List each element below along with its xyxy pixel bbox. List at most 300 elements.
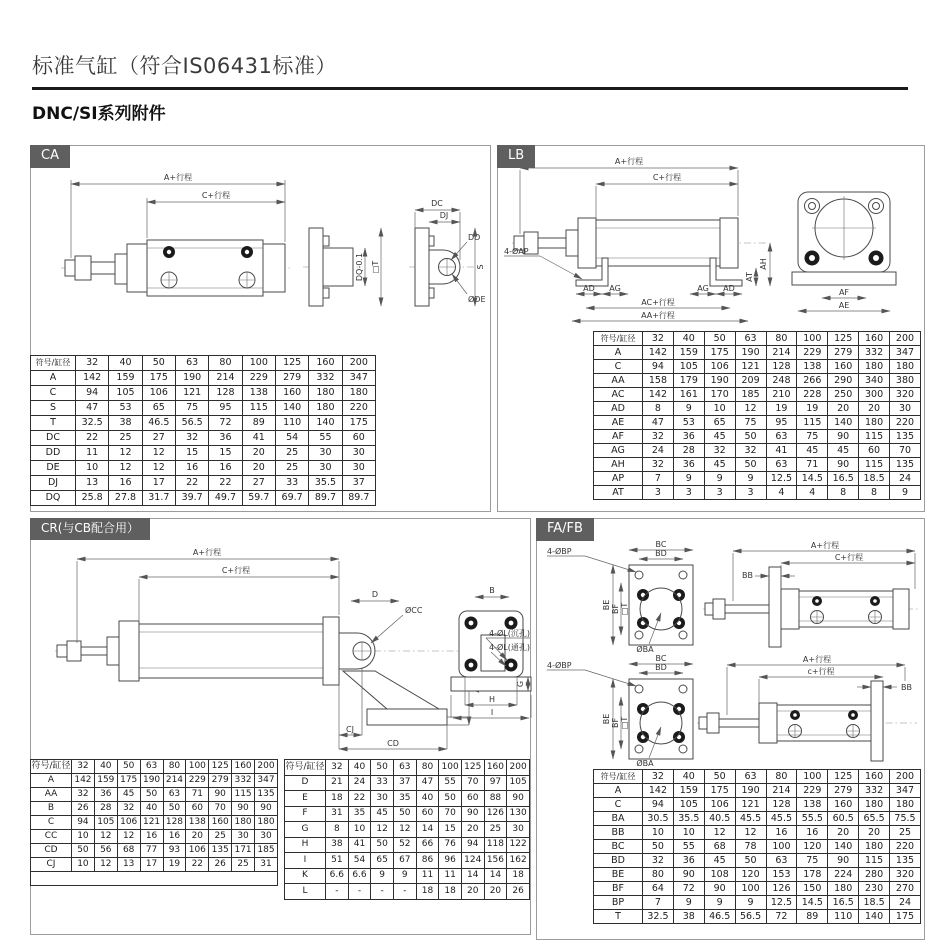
value-cell: 175 [704,784,735,798]
value-cell: 9 [673,402,704,416]
table-row [31,830,278,844]
value-cell: 12 [704,826,735,840]
value-cell: 24 [643,444,674,458]
value-cell: 185 [255,844,278,858]
panel-cr-tab: CR(与CB配合用） [30,518,150,540]
value-cell: 140 [275,401,308,416]
value-cell: 9 [735,896,766,910]
value-cell: 125 [828,332,859,346]
value-cell: 25.8 [76,491,109,506]
value-cell: 13 [117,858,140,872]
value-cell: 347 [890,346,921,360]
value-cell: 121 [735,798,766,812]
value-cell: 20 [242,461,275,476]
cr-g-label: G [516,680,525,688]
row-label-cell: AC [594,388,643,402]
value-cell: 214 [766,346,797,360]
value-cell: 39.7 [175,491,208,506]
value-cell: 63 [163,788,186,802]
value-cell: 3 [735,486,766,500]
row-label-cell: C [31,816,72,830]
value-cell: 320 [890,868,921,882]
value-cell: 14.5 [797,472,828,486]
value-cell: 33 [371,775,394,791]
value-cell: 53 [109,401,142,416]
cr-l-thru-label: 4-ØL(通孔) [489,643,530,652]
value-cell: 95 [766,416,797,430]
value-cell: 175 [117,774,140,788]
row-label-cell: F [285,806,326,822]
value-cell: 159 [673,784,704,798]
value-cell: 88 [484,791,507,807]
row-label-cell: CD [31,844,72,858]
value-cell: 290 [828,374,859,388]
value-cell: 128 [163,816,186,830]
value-cell: 16 [766,826,797,840]
value-cell: 12 [142,461,175,476]
value-cell: 37 [393,775,416,791]
value-cell: - [348,884,371,900]
value-cell: - [326,884,349,900]
value-cell: 9 [673,472,704,486]
row-label-cell: AG [594,444,643,458]
value-cell: 55 [673,840,704,854]
lb-drawing-area [498,146,924,329]
table-row [31,446,376,461]
ca-dq-label: DQ-0.1 [355,252,364,282]
value-cell: 30 [255,830,278,844]
cr-h-label: H [488,695,496,704]
row-label-cell: AP [594,472,643,486]
row-label-cell: AT [594,486,643,500]
value-cell: 68 [704,840,735,854]
value-cell: 200 [890,332,921,346]
value-cell: 32 [735,444,766,458]
cr-i-label: I [490,708,494,717]
table-row [594,868,921,882]
value-cell: 21 [326,775,349,791]
lb-ap-label: 4-ØAP [504,247,529,256]
table-header-row [594,770,921,784]
cr-l-csk-label: 4-ØL(沉孔) [489,629,530,638]
value-cell: 50 [142,356,175,371]
table-row [285,837,530,853]
value-cell: 27.8 [109,491,142,506]
value-cell: 170 [704,388,735,402]
value-cell: 16 [163,830,186,844]
value-cell: 31 [255,858,278,872]
row-label-cell: T [594,910,643,924]
value-cell: 16.5 [828,896,859,910]
table-row [31,386,376,401]
value-cell: 30 [342,446,375,461]
value-cell: 160 [209,816,232,830]
value-cell: 142 [72,774,95,788]
value-cell: 175 [142,371,175,386]
value-cell: 93 [163,844,186,858]
value-cell: 18.5 [859,472,890,486]
value-cell: 22 [186,858,209,872]
ca-drawing-area [31,146,488,352]
value-cell: 8 [326,822,349,838]
value-cell: 65 [371,853,394,869]
value-cell: 120 [735,868,766,882]
value-cell: 32 [72,788,95,802]
row-label-cell: BD [594,854,643,868]
fa-cylinder-side-view [703,540,919,647]
fa-technical-drawing [537,541,924,653]
value-cell: 105 [673,798,704,812]
value-cell: 105 [109,386,142,401]
value-cell: 180 [309,401,342,416]
table-row [31,491,376,506]
value-cell: 126 [484,806,507,822]
value-cell: 180 [859,360,890,374]
value-cell: 50 [439,791,462,807]
table-row [594,374,921,388]
value-cell: 80 [766,770,797,784]
value-cell: 128 [209,386,242,401]
fa-be-label: BE [602,599,611,611]
value-cell: 17 [142,476,175,491]
panel-lb-tab: LB [497,145,535,168]
value-cell: 8 [859,486,890,500]
value-cell: 10 [673,826,704,840]
value-cell: 115 [859,430,890,444]
value-cell: 72 [209,416,242,431]
value-cell: 18 [416,884,439,900]
value-cell: 115 [797,416,828,430]
lb-end-view [792,192,896,311]
panel-fafb-tab: FA/FB [536,518,594,541]
value-cell: 138 [797,798,828,812]
value-cell: 71 [186,788,209,802]
value-cell: 159 [109,371,142,386]
row-label-cell: AF [594,430,643,444]
value-cell: 14 [461,868,484,884]
value-cell: 190 [140,774,163,788]
table-row [31,401,376,416]
value-cell: 35.5 [673,812,704,826]
value-cell: 38 [673,910,704,924]
value-cell: 25 [275,461,308,476]
value-cell: 9 [704,472,735,486]
value-cell: 30 [232,830,255,844]
fa-t-label: □T [620,602,629,616]
cr-cylinder-side-view [55,617,473,685]
value-cell: 100 [797,770,828,784]
value-cell: 279 [275,371,308,386]
ca-technical-drawing [31,146,488,352]
page-title: 标准气缸（符合IS06431标准） [32,54,337,78]
cr-drawing-area [31,519,530,757]
ca-dim-a-label: A+行程 [163,173,193,182]
ca-cylinder-side-view [61,240,293,296]
value-cell: 80 [163,760,186,774]
value-cell: 25 [890,826,921,840]
value-cell: 41 [242,431,275,446]
fb-drawing-area [537,655,924,767]
table-row [31,371,376,386]
ca-dd-label: DD [468,233,481,242]
value-cell: 52 [393,837,416,853]
value-cell: 90 [461,806,484,822]
row-label-cell: DJ [31,476,76,491]
value-cell: 75 [797,430,828,444]
table-row [594,854,921,868]
value-cell: 35 [348,806,371,822]
value-cell: 45 [828,444,859,458]
value-cell: 41 [348,837,371,853]
value-cell: 135 [890,458,921,472]
value-cell: 50 [163,802,186,816]
table-row [594,472,921,486]
value-cell: 229 [242,371,275,386]
value-cell: 27 [242,476,275,491]
lb-ae-label: AE [838,301,850,310]
value-cell: 49.7 [209,491,242,506]
value-cell: 45.5 [735,812,766,826]
value-cell: 63 [766,854,797,868]
value-cell: 340 [859,374,890,388]
table-row [285,853,530,869]
value-cell: 47 [76,401,109,416]
value-cell: 70 [461,775,484,791]
value-cell: 36 [673,854,704,868]
lb-ad-right-label: AD [723,284,735,293]
value-cell: 11 [76,446,109,461]
value-cell: 90 [673,868,704,882]
value-cell: 32 [643,458,674,472]
table-row [285,822,530,838]
value-cell: 140 [309,416,342,431]
fa-dim-c-label: C+行程 [834,553,864,562]
value-cell: 86 [416,853,439,869]
value-cell: 75 [175,401,208,416]
row-label-cell: I [285,853,326,869]
value-cell: 28 [94,802,117,816]
value-cell: 105 [507,775,530,791]
value-cell: 22 [209,476,242,491]
value-cell: 138 [797,360,828,374]
value-cell: 45 [704,854,735,868]
value-cell: 50 [72,844,95,858]
value-cell: 220 [890,840,921,854]
table-row [594,798,921,812]
value-cell: 12 [142,446,175,461]
fb-dim-c-label: c+行程 [807,667,835,676]
value-cell: 60 [186,802,209,816]
row-label-cell: 符号/缸径 [594,770,643,784]
value-cell: 47 [416,775,439,791]
value-cell: 180 [232,816,255,830]
value-cell: 7 [643,472,674,486]
value-cell: 160 [828,360,859,374]
value-cell: 160 [859,770,890,784]
table-row [285,791,530,807]
value-cell: 159 [673,346,704,360]
row-label-cell: 符号/缸径 [31,760,72,774]
value-cell: 33 [275,476,308,491]
value-cell: 200 [890,770,921,784]
value-cell: - [393,884,416,900]
value-cell: 20 [859,826,890,840]
value-cell: 10 [72,830,95,844]
value-cell: 156 [484,853,507,869]
fa-bc-label: BC [655,540,667,549]
value-cell: 214 [163,774,186,788]
value-cell: 100 [186,760,209,774]
row-label-cell: 符号/缸径 [31,356,76,371]
value-cell: 159 [94,774,117,788]
section-subtitle: DNC/SI系列附件 [32,104,166,124]
value-cell: 171 [232,844,255,858]
value-cell: 45.5 [766,812,797,826]
row-label-cell: C [594,798,643,812]
value-cell: 50 [393,806,416,822]
fa-bd-label: BD [655,549,667,558]
value-cell: 20 [461,884,484,900]
lb-ad-left-label: AD [583,284,595,293]
cr-cj-label: CJ [346,725,354,734]
table-row [31,476,376,491]
value-cell: 53 [673,416,704,430]
value-cell: 4 [766,486,797,500]
lb-dim-c-label: C+行程 [652,173,682,182]
value-cell: 248 [766,374,797,388]
table-row [31,416,376,431]
table-row [594,896,921,910]
cr-dim-c-label: C+行程 [221,566,251,575]
value-cell: 41 [766,444,797,458]
value-cell: 66 [416,837,439,853]
value-cell: 140 [828,416,859,430]
table-row [594,346,921,360]
value-cell: 106 [704,360,735,374]
value-cell: 12 [735,826,766,840]
value-cell: 50 [704,770,735,784]
row-label-cell: CJ [31,858,72,872]
table-row [31,461,376,476]
value-cell: 220 [342,401,375,416]
value-cell: 12 [94,830,117,844]
value-cell: 100 [242,356,275,371]
table-header-row [31,760,278,774]
row-label-cell: CC [31,830,72,844]
value-cell: 26 [209,858,232,872]
value-cell: 94 [643,798,674,812]
value-cell: 160 [232,760,255,774]
value-cell: 65 [142,401,175,416]
value-cell: 180 [255,816,278,830]
value-cell: 25 [484,822,507,838]
value-cell: 70 [439,806,462,822]
value-cell: 190 [735,346,766,360]
row-label-cell: D [285,775,326,791]
panel-lb [497,145,925,512]
value-cell: 229 [797,784,828,798]
value-cell: 95 [209,401,242,416]
value-cell: 16 [209,461,242,476]
value-cell: 20 [828,826,859,840]
fb-flange-front-view [547,654,693,768]
fb-cylinder-side-view [697,654,917,761]
value-cell: 25 [232,858,255,872]
value-cell: 35 [393,791,416,807]
value-cell: 32 [175,431,208,446]
value-cell: 160 [309,356,342,371]
value-cell: 32 [117,802,140,816]
row-label-cell: BB [594,826,643,840]
cr-b-label: B [489,586,495,595]
value-cell: 100 [735,882,766,896]
value-cell: 80 [416,760,439,776]
table-row [594,416,921,430]
value-cell: 279 [828,346,859,360]
value-cell: 180 [342,386,375,401]
value-cell: 6.6 [326,868,349,884]
value-cell: 30 [507,822,530,838]
value-cell: 40.5 [704,812,735,826]
value-cell: 60 [342,431,375,446]
lb-dim-aa-label: AA+行程 [641,311,675,320]
value-cell: 50 [371,837,394,853]
value-cell: 63 [393,760,416,776]
value-cell: 138 [242,386,275,401]
row-label-cell: S [31,401,76,416]
value-cell: 106 [704,798,735,812]
value-cell: 94 [643,360,674,374]
value-cell: 4 [797,486,828,500]
value-cell: 20 [186,830,209,844]
lb-cylinder-side-view [512,218,766,286]
value-cell: 63 [766,430,797,444]
ca-t-label: □T [371,260,380,274]
value-cell: 100 [797,332,828,346]
value-cell: 200 [342,356,375,371]
row-label-cell: C [31,386,76,401]
value-cell: 32 [643,854,674,868]
value-cell: 380 [890,374,921,388]
lb-dimension-table [593,331,921,500]
value-cell: 45 [797,444,828,458]
panel-cr [30,518,531,935]
value-cell: 9 [371,868,394,884]
value-cell: 32 [643,332,674,346]
value-cell: 14 [416,822,439,838]
value-cell: 115 [859,854,890,868]
value-cell: 94 [72,816,95,830]
value-cell: 11 [416,868,439,884]
cr-dimension-table-left [30,759,278,886]
row-label-cell: BP [594,896,643,910]
value-cell: 14.5 [797,896,828,910]
table-header-row [285,760,530,776]
value-cell: 45 [371,806,394,822]
value-cell: 135 [890,430,921,444]
fb-bc-label: BC [655,654,667,663]
value-cell: 38 [109,416,142,431]
value-cell: 125 [461,760,484,776]
value-cell: 32 [704,444,735,458]
value-cell: 56.5 [735,910,766,924]
value-cell: 100 [439,760,462,776]
value-cell: 20 [484,884,507,900]
value-cell: 54 [348,853,371,869]
row-label-cell: AD [594,402,643,416]
value-cell: 250 [828,388,859,402]
value-cell: 128 [766,360,797,374]
